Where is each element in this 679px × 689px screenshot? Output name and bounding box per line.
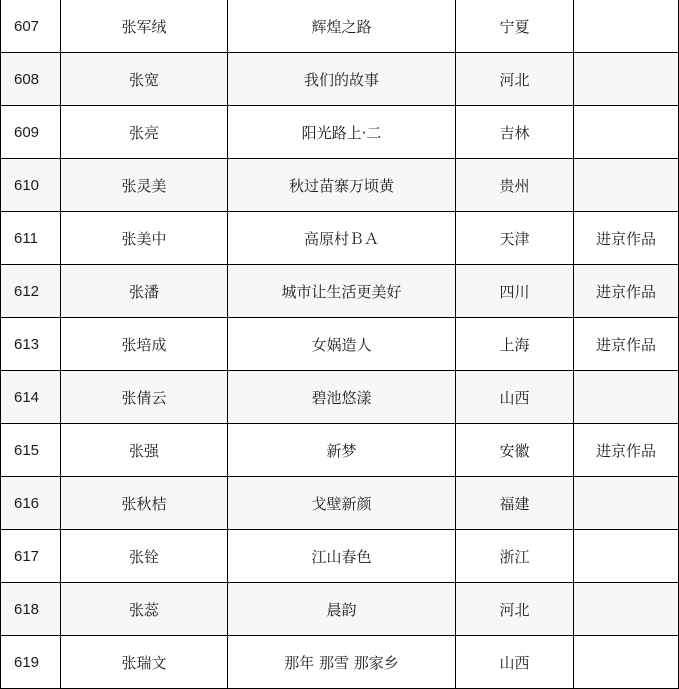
- author-name: 张培成: [61, 318, 228, 371]
- work-title: 戈壁新颜: [228, 477, 456, 530]
- author-name: 张秋桔: [61, 477, 228, 530]
- note: [574, 371, 679, 424]
- work-title: 新梦: [228, 424, 456, 477]
- province: 天津: [456, 212, 574, 265]
- work-title: 女娲造人: [228, 318, 456, 371]
- note: [574, 53, 679, 106]
- province: 吉林: [456, 106, 574, 159]
- work-title: 那年 那雪 那家乡: [228, 636, 456, 689]
- province: 河北: [456, 583, 574, 636]
- table-row: [1, 159, 679, 212]
- note: [574, 583, 679, 636]
- author-name: 张宽: [61, 53, 228, 106]
- table-row: [1, 530, 679, 583]
- note: [574, 159, 679, 212]
- entry-number: 613: [1, 318, 61, 371]
- province: 贵州: [456, 159, 574, 212]
- table-row: [1, 106, 679, 159]
- note: [574, 106, 679, 159]
- table-row: [1, 477, 679, 530]
- province: 福建: [456, 477, 574, 530]
- note: 进京作品: [574, 212, 679, 265]
- entry-number: 618: [1, 583, 61, 636]
- note: [574, 530, 679, 583]
- province: 安徽: [456, 424, 574, 477]
- work-title: 辉煌之路: [228, 0, 456, 53]
- province: 山西: [456, 636, 574, 689]
- work-title: 阳光路上·二: [228, 106, 456, 159]
- table-row: [1, 636, 679, 689]
- entry-number: 617: [1, 530, 61, 583]
- entry-number: 615: [1, 424, 61, 477]
- author-name: 张瑞文: [61, 636, 228, 689]
- note: [574, 0, 679, 53]
- province: 山西: [456, 371, 574, 424]
- author-name: 张强: [61, 424, 228, 477]
- work-title: 秋过苗寨万顷黄: [228, 159, 456, 212]
- table-row: [1, 424, 679, 477]
- author-name: 张军绒: [61, 0, 228, 53]
- entry-number: 609: [1, 106, 61, 159]
- note: [574, 636, 679, 689]
- work-title: 晨韵: [228, 583, 456, 636]
- author-name: 张美中: [61, 212, 228, 265]
- table-row: [1, 53, 679, 106]
- entry-number: 611: [1, 212, 61, 265]
- note: [574, 477, 679, 530]
- province: 宁夏: [456, 0, 574, 53]
- province: 浙江: [456, 530, 574, 583]
- note: 进京作品: [574, 424, 679, 477]
- entry-number: 619: [1, 636, 61, 689]
- province: 四川: [456, 265, 574, 318]
- note: 进京作品: [574, 318, 679, 371]
- work-title: 城市让生活更美好: [228, 265, 456, 318]
- work-title: 碧池悠漾: [228, 371, 456, 424]
- table-row: [1, 318, 679, 371]
- author-name: 张灵美: [61, 159, 228, 212]
- entry-number: 612: [1, 265, 61, 318]
- entry-number: 607: [1, 0, 61, 53]
- table-row: [1, 0, 679, 53]
- table-row: [1, 583, 679, 636]
- work-title: 江山春色: [228, 530, 456, 583]
- table-row: [1, 371, 679, 424]
- entry-number: 614: [1, 371, 61, 424]
- province: 河北: [456, 53, 574, 106]
- entry-number: 616: [1, 477, 61, 530]
- table-row: [1, 265, 679, 318]
- entry-number: 608: [1, 53, 61, 106]
- author-name: 张亮: [61, 106, 228, 159]
- entry-number: 610: [1, 159, 61, 212]
- author-name: 张倩云: [61, 371, 228, 424]
- author-name: 张铨: [61, 530, 228, 583]
- author-name: 张蕊: [61, 583, 228, 636]
- author-name: 张潘: [61, 265, 228, 318]
- work-title: 我们的故事: [228, 53, 456, 106]
- note: 进京作品: [574, 265, 679, 318]
- work-title: 高原村ＢＡ: [228, 212, 456, 265]
- table-row: [1, 212, 679, 265]
- province: 上海: [456, 318, 574, 371]
